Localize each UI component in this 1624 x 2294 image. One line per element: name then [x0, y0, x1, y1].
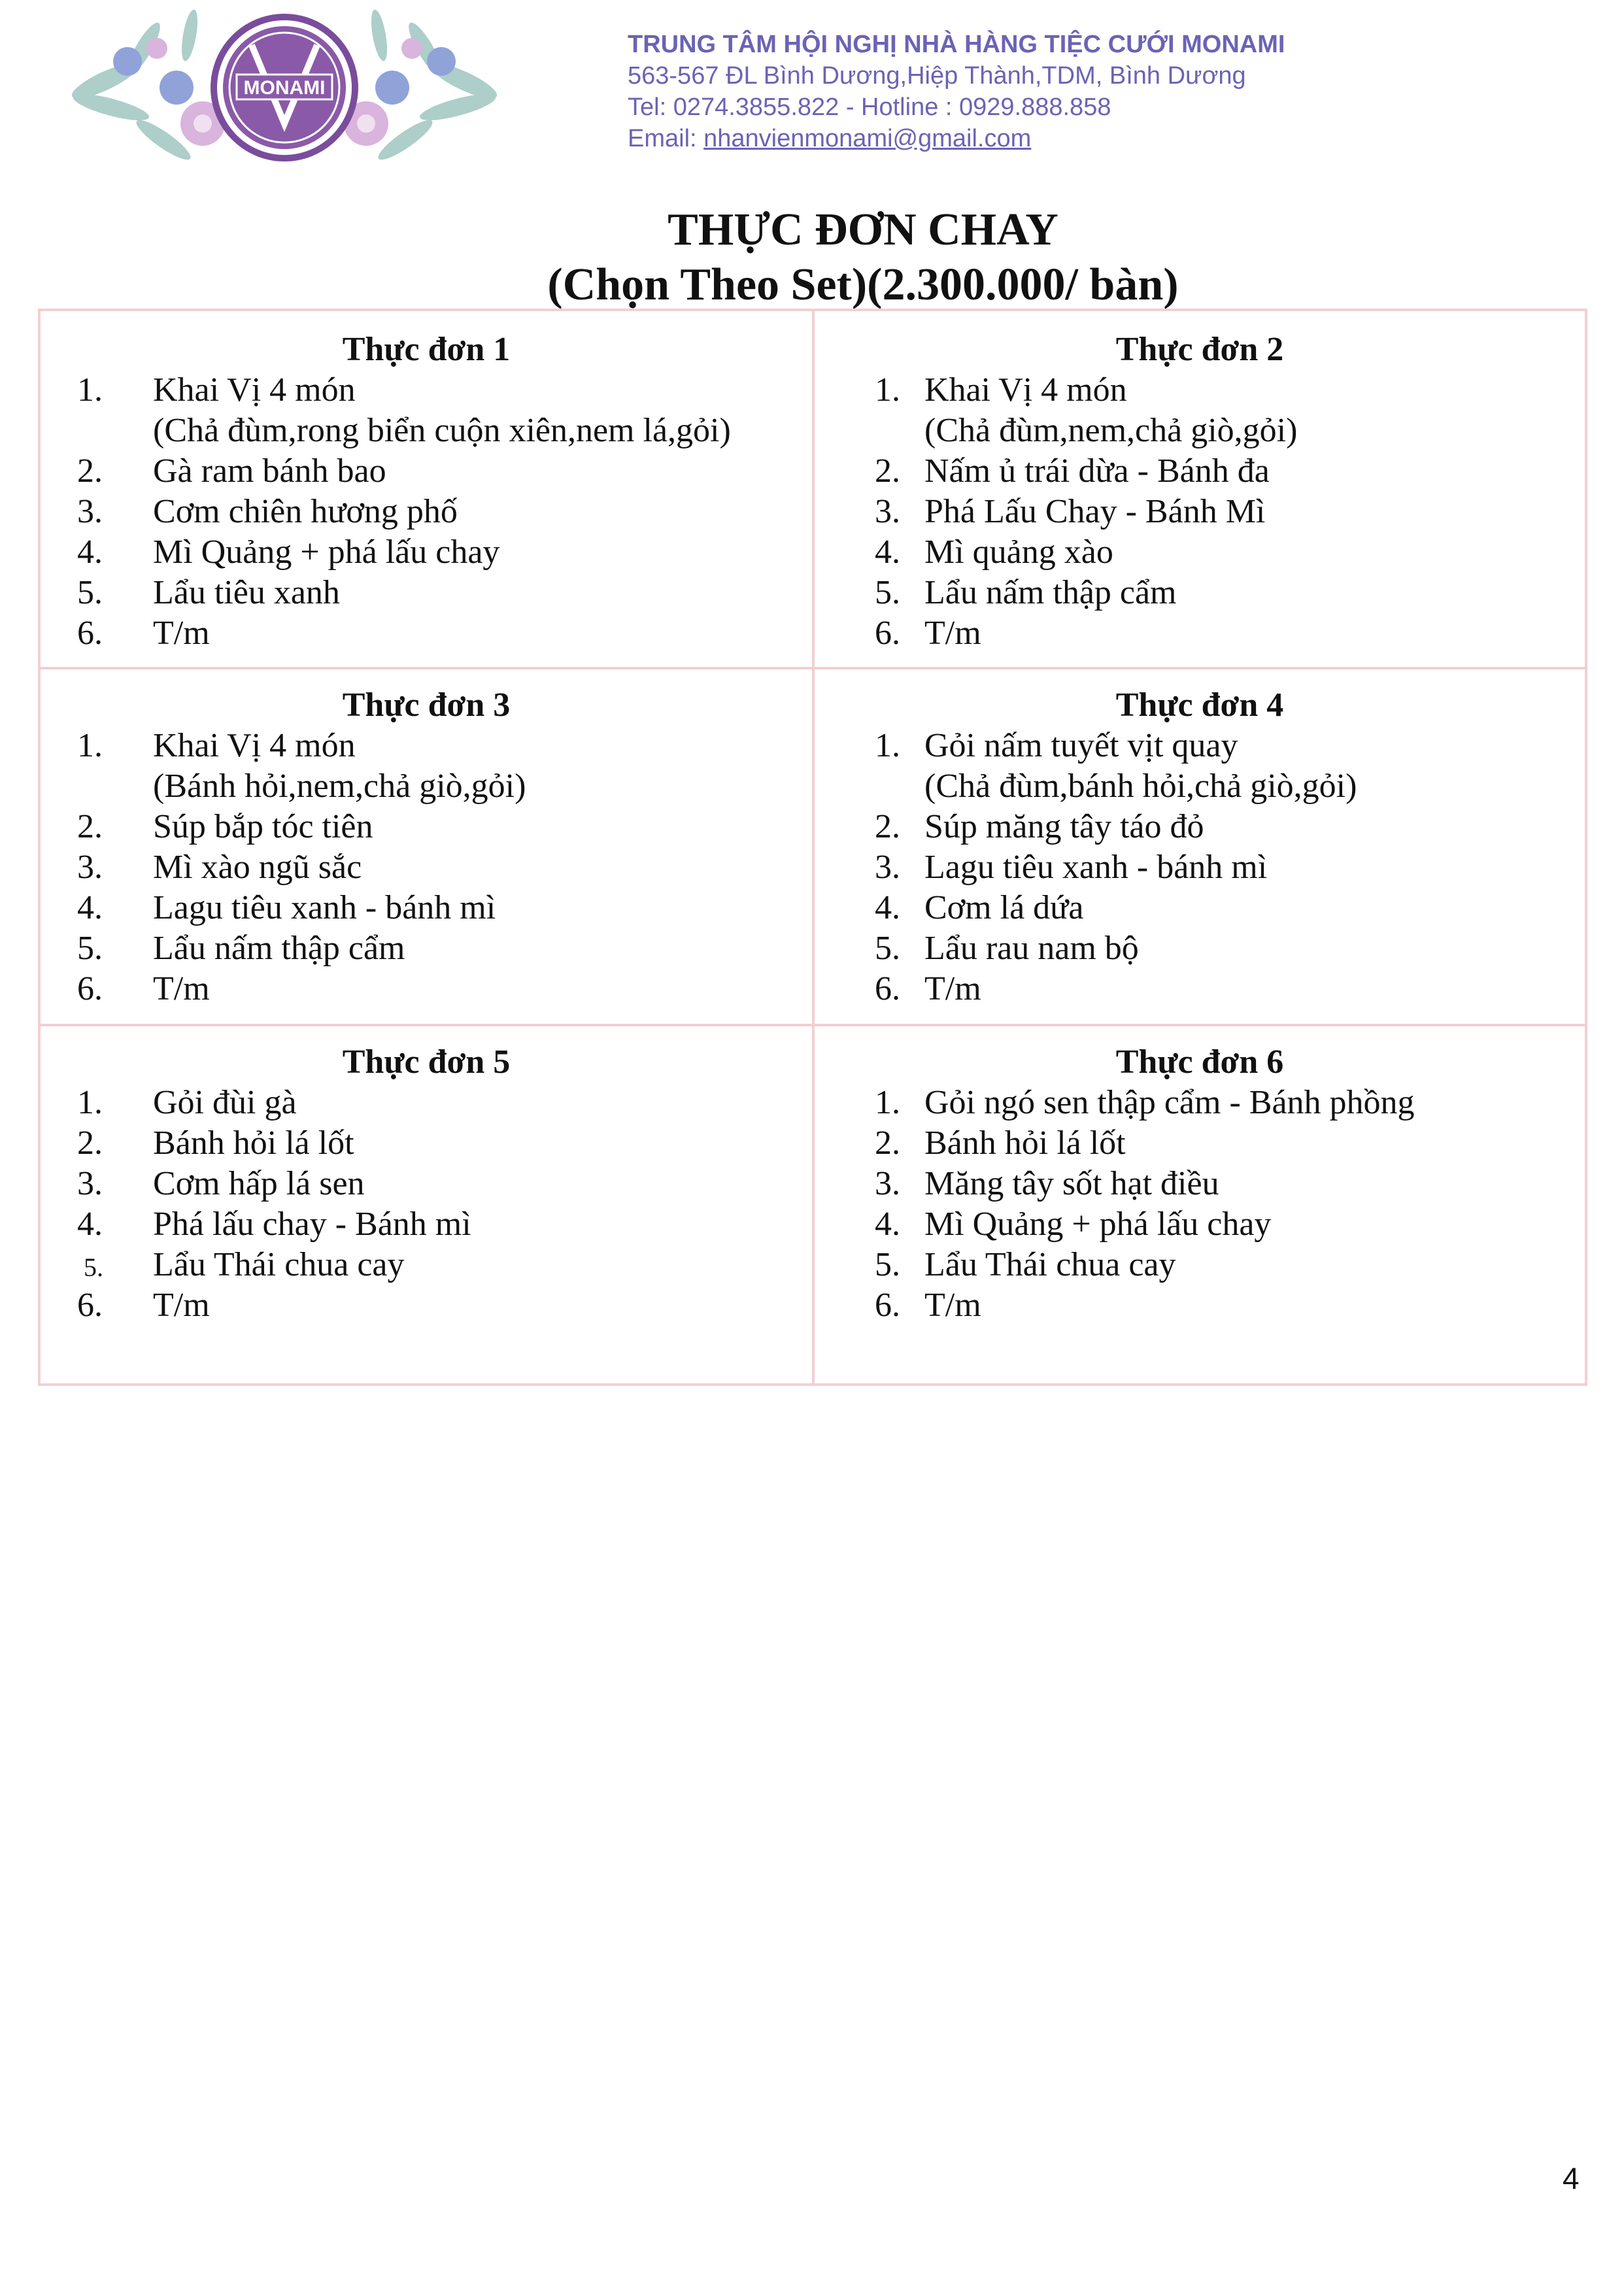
menu-item: Bánh hỏi lá lốt	[153, 1124, 354, 1162]
menu-item: Phá Lấu Chay - Bánh Mì	[924, 493, 1266, 530]
item-number: 3.	[875, 849, 900, 886]
menu-item: Lagu tiêu xanh - bánh mì	[924, 849, 1268, 886]
menu-title: Thực đơn 5	[342, 1043, 511, 1081]
menu-item: Mì Quảng + phá lấu chay	[924, 1206, 1272, 1243]
menu-item: Gỏi ngó sen thập cẩm - Bánh phồng	[924, 1084, 1415, 1121]
company-address: 563-567 ĐL Bình Dương,Hiệp Thành,TDM, Bình Dương	[628, 62, 1246, 90]
menu-item: Cơm chiên hương phố	[153, 493, 458, 530]
menu-title: Thực đơn 2	[1115, 331, 1284, 368]
menu-title: Thực đơn 4	[1115, 686, 1284, 724]
item-number: 6.	[875, 970, 900, 1007]
item-number: 2.	[875, 452, 900, 490]
item-number: 2.	[77, 1124, 103, 1162]
item-number: 5.	[875, 574, 900, 611]
company-name: TRUNG TÂM HỘI NGHỊ NHÀ HÀNG TIỆC CƯỚI MONAMI	[628, 31, 1285, 58]
menu-item: Măng tây sốt hạt điều	[924, 1165, 1219, 1202]
menu-item: Gỏi nấm tuyết vịt quay	[924, 727, 1238, 764]
menu-cell-2	[815, 311, 1585, 667]
item-number: 1.	[77, 371, 103, 409]
menu-item: T/m	[153, 970, 210, 1007]
menu-cell-4	[815, 669, 1585, 1024]
menu-item: Súp măng tây táo đỏ	[924, 808, 1204, 845]
item-number: 1.	[875, 1084, 900, 1121]
menu-item: Gỏi đùi gà	[153, 1084, 297, 1121]
menu-item: Lẩu nấm thập cẩm	[153, 930, 405, 967]
item-number: 4.	[77, 533, 103, 571]
menu-title: Thực đơn 1	[342, 331, 511, 368]
item-number: 2.	[875, 808, 900, 845]
menu-item: T/m	[924, 970, 981, 1007]
menu-cell-5	[41, 1026, 812, 1383]
menu-item-detail: (Bánh hỏi,nem,chả giò,gỏi)	[153, 767, 526, 805]
item-number: 1.	[875, 727, 900, 764]
item-number: 5.	[875, 930, 900, 967]
company-email-line	[628, 123, 1285, 154]
item-number: 4.	[875, 889, 900, 926]
menu-cell-3	[41, 669, 812, 1024]
item-number: 6.	[875, 1287, 900, 1324]
item-number: 4.	[77, 1206, 103, 1243]
menu-item-detail: (Chả đùm,nem,chả giò,gỏi)	[924, 412, 1298, 449]
svg-text:MONAMI: MONAMI	[243, 77, 326, 99]
item-number: 6.	[77, 970, 103, 1007]
menu-item: Nấm ủ trái dừa - Bánh đa	[924, 452, 1270, 490]
menu-item: Lagu tiêu xanh - bánh mì	[153, 889, 496, 926]
menu-item: Mì quảng xào	[924, 533, 1113, 571]
menu-item: Lẩu Thái chua cay	[153, 1246, 405, 1283]
menu-item: Phá lấu chay - Bánh mì	[153, 1206, 471, 1243]
menu-item: Lẩu nấm thập cẩm	[924, 574, 1177, 611]
item-number: 6.	[875, 615, 900, 652]
item-number: 5.	[875, 1246, 900, 1283]
page-subtitle: (Chọn Theo Set)(2.300.000/ bàn)	[547, 260, 1179, 310]
floral-logo-icon	[65, 9, 503, 166]
menu-grid	[38, 309, 1587, 1386]
menu-item-detail: (Chả đùm,bánh hỏi,chả giò,gỏi)	[924, 767, 1357, 805]
item-number: 4.	[875, 1206, 900, 1243]
item-number: 5.	[77, 574, 103, 611]
item-number: 3.	[875, 493, 900, 530]
item-number: 2.	[875, 1124, 900, 1162]
menu-item: Súp bắp tóc tiên	[153, 808, 373, 845]
menu-item: T/m	[153, 615, 210, 652]
menu-item: Cơm lá dứa	[924, 889, 1084, 926]
menu-item: T/m	[924, 615, 981, 652]
page-title: THỰC ĐƠN CHAY	[668, 205, 1058, 255]
item-number: 3.	[77, 1165, 103, 1202]
menu-item: Khai Vị 4 món	[924, 371, 1127, 409]
menu-item: T/m	[153, 1287, 210, 1324]
menu-item: Gà ram bánh bao	[153, 452, 386, 490]
company-info	[628, 29, 1285, 154]
menu-item: Mì Quảng + phá lấu chay	[153, 533, 500, 571]
company-phone: Tel: 0274.3855.822 - Hotline : 0929.888.858	[628, 93, 1111, 121]
menu-item: Khai Vị 4 món	[153, 371, 356, 409]
menu-item: T/m	[924, 1287, 981, 1324]
menu-title: Thực đơn 3	[342, 686, 511, 724]
item-number: 2.	[77, 452, 103, 490]
item-number: 1.	[77, 727, 103, 764]
item-number: 6.	[77, 615, 103, 652]
page-number: 4	[1563, 2161, 1580, 2195]
item-number: 1.	[77, 1084, 103, 1121]
menu-item: Bánh hỏi lá lốt	[924, 1124, 1126, 1162]
item-number: 3.	[875, 1165, 900, 1202]
menu-cell-1	[41, 311, 812, 667]
monami-logo	[65, 9, 503, 166]
menu-item: Lẩu tiêu xanh	[153, 574, 340, 611]
menu-item-detail: (Chả đùm,rong biển cuộn xiên,nem lá,gỏi)	[153, 412, 731, 449]
item-number: 3.	[77, 849, 103, 886]
email-link[interactable]: nhanvienmonami@gmail.com	[703, 125, 1032, 152]
item-number: 4.	[77, 889, 103, 926]
item-number: 2.	[77, 808, 103, 845]
menu-item: Mì xào ngũ sắc	[153, 849, 362, 886]
item-number: 6.	[77, 1287, 103, 1324]
menu-item: Lẩu rau nam bộ	[924, 930, 1139, 967]
item-number: 4.	[875, 533, 900, 571]
item-number: 5.	[77, 930, 103, 967]
email-label: Email:	[628, 125, 704, 152]
item-number: 5.	[84, 1253, 103, 1282]
menu-item: Khai Vị 4 món	[153, 727, 356, 764]
menu-item: Lẩu Thái chua cay	[924, 1246, 1176, 1283]
menu-item: Cơm hấp lá sen	[153, 1165, 365, 1202]
item-number: 1.	[875, 371, 900, 409]
item-number: 3.	[77, 493, 103, 530]
menu-cell-6	[815, 1026, 1585, 1383]
menu-title: Thực đơn 6	[1115, 1043, 1284, 1081]
